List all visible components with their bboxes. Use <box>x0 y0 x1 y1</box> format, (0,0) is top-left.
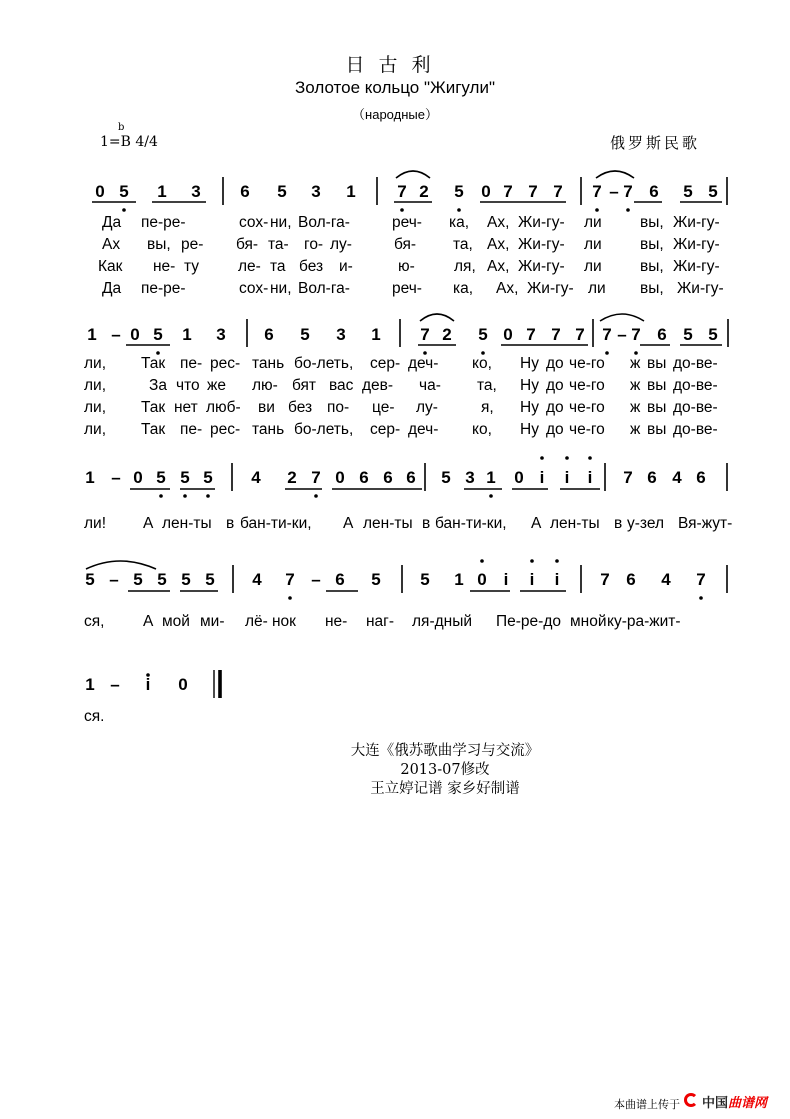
note: 5 <box>683 182 693 201</box>
lyric: бят <box>292 377 317 394</box>
note: 5 <box>119 182 129 201</box>
lyric: Жи-гу- <box>677 280 724 297</box>
lyric: ля-дный <box>412 613 473 630</box>
note: 4 <box>251 468 261 487</box>
site-logo <box>684 1092 784 1110</box>
note: i <box>529 570 535 589</box>
note: – <box>617 325 627 344</box>
lyric: ли <box>584 214 602 231</box>
note: 6 <box>696 468 706 487</box>
note: 3 <box>311 182 321 201</box>
note: 7 <box>397 182 407 201</box>
note: 1 <box>371 325 381 344</box>
note: 5 <box>441 468 451 487</box>
lyric: у-зел <box>627 515 664 532</box>
lyric: ли <box>588 280 606 297</box>
lyric: че-го <box>569 421 605 438</box>
note: 5 <box>371 570 381 589</box>
note: – <box>111 468 121 487</box>
note: 5 <box>181 570 191 589</box>
lyric: реч- <box>392 280 422 297</box>
lyric: че-го <box>569 399 605 416</box>
credits <box>0 742 790 799</box>
lyric: Жи-гу- <box>673 258 720 275</box>
note: 7 <box>600 570 610 589</box>
lyric: без <box>299 258 324 275</box>
lyric: реч- <box>392 214 422 231</box>
song-title-chinese: 日古利 <box>345 54 445 76</box>
lyric: ся, <box>84 613 105 630</box>
lyric: вы, <box>640 214 664 231</box>
site-logo-icon <box>684 1093 698 1107</box>
note: 0 <box>481 182 491 201</box>
lyric: лен-ты <box>162 515 212 532</box>
lyric: ли, <box>84 355 107 372</box>
note: 5 <box>153 325 163 344</box>
note: 7 <box>551 325 561 344</box>
note: i <box>503 570 509 589</box>
lyric: Жи-гу- <box>673 214 720 231</box>
lyric: сох- <box>239 214 269 231</box>
note: 1 <box>454 570 464 589</box>
note: 7 <box>623 182 633 201</box>
note: 5 <box>478 325 488 344</box>
lyric: Ах, <box>487 236 510 253</box>
lyric: дев- <box>362 377 394 394</box>
lyric: до <box>546 421 564 438</box>
note: 6 <box>649 182 659 201</box>
note: 6 <box>359 468 369 487</box>
lyric: что <box>176 377 200 394</box>
lyric: вы <box>647 399 667 416</box>
note: i <box>587 468 593 487</box>
lyric: та <box>270 258 286 275</box>
lyric: лю- <box>252 377 278 394</box>
lyric: ли <box>584 258 602 275</box>
note: 5 <box>300 325 310 344</box>
song-origin: 俄罗斯民歌 <box>610 134 701 152</box>
lyric: ка, <box>453 280 474 297</box>
lyric: лу- <box>330 236 352 253</box>
lyric: ж <box>630 377 641 394</box>
lyric: ку-ра-жит- <box>607 613 681 630</box>
note: 3 <box>216 325 226 344</box>
note: 7 <box>311 468 321 487</box>
lyric: до-ве- <box>673 421 718 438</box>
lyric: ли, <box>84 421 107 438</box>
lyric: Ну <box>520 421 539 438</box>
note: 1 <box>85 675 95 694</box>
lyric: Жи-гу- <box>518 258 565 275</box>
note: 6 <box>406 468 416 487</box>
lyric: ви <box>258 399 275 416</box>
lyric: лен-ты <box>363 515 413 532</box>
note: 5 <box>205 570 215 589</box>
lyric: Ну <box>520 399 539 416</box>
lyric: ли, <box>84 377 107 394</box>
lyric: ж <box>630 399 641 416</box>
lyric: ми- <box>200 613 225 630</box>
note: 7 <box>696 570 706 589</box>
lyric: мой <box>162 613 190 630</box>
key-signature: 1=B 4/4 <box>100 134 158 150</box>
lyric: Пе-ре-до <box>496 613 561 630</box>
note: 7 <box>528 182 538 201</box>
lyric: бан-ти-ки, <box>240 515 312 532</box>
note: – <box>111 325 121 344</box>
note: 4 <box>252 570 262 589</box>
note: 7 <box>575 325 585 344</box>
lyric: бя- <box>394 236 417 253</box>
lyric: бан-ти-ки, <box>435 515 507 532</box>
note: 7 <box>631 325 641 344</box>
lyric: го- <box>304 236 324 253</box>
lyric: ре- <box>181 236 204 253</box>
note: 7 <box>420 325 430 344</box>
credits-date: 2013-07修改 <box>400 762 490 778</box>
note: 4 <box>672 468 682 487</box>
lyric: в <box>422 515 431 532</box>
lyric: сох- <box>239 280 269 297</box>
note: 6 <box>335 570 345 589</box>
lyric: вы, <box>640 236 664 253</box>
note: 6 <box>264 325 274 344</box>
lyric: ко, <box>472 421 492 438</box>
lyric: до-ве- <box>673 399 718 416</box>
note: 0 <box>514 468 524 487</box>
lyric: Ах <box>102 236 121 253</box>
lyric: без <box>288 399 313 416</box>
lyric: же <box>207 377 226 394</box>
lyric: че-го <box>569 355 605 372</box>
lyric: За <box>149 377 167 394</box>
lyric: А <box>531 515 542 532</box>
lyric: вы <box>647 377 667 394</box>
note: 1 <box>85 468 95 487</box>
lyric: ля, <box>454 258 476 275</box>
note: 5 <box>180 468 190 487</box>
song-subtitle: （народные） <box>352 107 438 122</box>
note: 7 <box>602 325 612 344</box>
note: 0 <box>477 570 487 589</box>
upload-note: 本曲谱上传于 <box>614 1099 680 1111</box>
lyric: деч- <box>408 421 439 438</box>
note: i <box>554 570 560 589</box>
note: 5 <box>133 570 143 589</box>
lyric: та, <box>453 236 473 253</box>
lyric: ли, <box>84 399 107 416</box>
site-name-part-b: 曲谱网 <box>728 1095 768 1110</box>
note: – <box>110 675 120 694</box>
lyric: до <box>546 399 564 416</box>
note: 3 <box>191 182 201 201</box>
note: 5 <box>203 468 213 487</box>
note: 4 <box>661 570 671 589</box>
lyric: Жи-гу- <box>518 214 565 231</box>
lyric: Жи-гу- <box>518 236 565 253</box>
lyric: лен-ты <box>550 515 600 532</box>
lyric: А <box>143 613 154 630</box>
lyric: до <box>546 355 564 372</box>
lyric: пе- <box>180 355 203 372</box>
note: 6 <box>240 182 250 201</box>
lyric: Да <box>102 280 122 297</box>
note: 6 <box>383 468 393 487</box>
lyric: А <box>343 515 354 532</box>
lyric: Так <box>141 355 166 372</box>
note: 5 <box>683 325 693 344</box>
lyric: рес- <box>210 421 241 438</box>
note: 6 <box>647 468 657 487</box>
note: – <box>609 182 619 201</box>
lyric: сер- <box>370 355 401 372</box>
lyric: Ах, <box>496 280 519 297</box>
lyric: та- <box>268 236 289 253</box>
lyric: пе-ре- <box>141 280 186 297</box>
note: 0 <box>178 675 188 694</box>
site-name-part-a: 中国 <box>702 1095 729 1110</box>
lyric: вас <box>329 377 354 394</box>
lyric: Так <box>141 421 166 438</box>
note: 7 <box>285 570 295 589</box>
lyric: ли <box>584 236 602 253</box>
note: 1 <box>157 182 167 201</box>
lyric: люб- <box>206 399 241 416</box>
lyric: та, <box>477 377 497 394</box>
lyric: ли! <box>84 515 107 532</box>
note: i <box>564 468 570 487</box>
lyric: не- <box>325 613 348 630</box>
lyric: сер- <box>370 421 401 438</box>
note: 5 <box>157 570 167 589</box>
lyric: Ах, <box>487 258 510 275</box>
lyric: ко, <box>472 355 492 372</box>
lyric: не- <box>153 258 176 275</box>
lyric: ж <box>630 421 641 438</box>
note: 5 <box>708 325 718 344</box>
lyric: Вол-га- <box>298 214 350 231</box>
lyric: ле- <box>238 258 261 275</box>
lyric: и- <box>339 258 353 275</box>
note: 7 <box>503 182 513 201</box>
lyric: Вя-жут- <box>678 515 733 532</box>
lyric: бо-леть, <box>294 355 354 372</box>
lyric: Как <box>98 258 123 275</box>
note: 1 <box>87 325 97 344</box>
lyric: до-ве- <box>673 355 718 372</box>
note: 5 <box>420 570 430 589</box>
lyric: Ну <box>520 355 539 372</box>
lyric: лё- <box>245 613 268 630</box>
lyric: Жи-гу- <box>527 280 574 297</box>
note: 7 <box>592 182 602 201</box>
note: 2 <box>442 325 452 344</box>
note: 1 <box>182 325 192 344</box>
lyric: рес- <box>210 355 241 372</box>
note: 1 <box>486 468 496 487</box>
lyric: ни, <box>270 214 292 231</box>
site-logo-text <box>702 1092 767 1111</box>
lyric: нок <box>272 613 296 630</box>
lyric: деч- <box>408 355 439 372</box>
lyric: лу- <box>416 399 438 416</box>
lyric: Да <box>102 214 122 231</box>
note: 7 <box>553 182 563 201</box>
lyric: ни, <box>270 280 292 297</box>
lyric: пе-ре- <box>141 214 186 231</box>
song-title-russian: Золотое кольцо "Жигули" <box>295 78 495 97</box>
lyric: вы <box>647 355 667 372</box>
note: 2 <box>287 468 297 487</box>
lyric: ту <box>184 258 200 275</box>
note: 6 <box>626 570 636 589</box>
lyric: бя- <box>236 236 259 253</box>
lyric: тань <box>252 355 285 372</box>
lyric: ча- <box>419 377 441 394</box>
lyric: бо-леть, <box>294 421 354 438</box>
lyric: в <box>226 515 235 532</box>
lyric: ж <box>630 355 641 372</box>
credits-source: 大连《俄苏歌曲学习与交流》 <box>350 743 540 759</box>
lyric: Ну <box>520 377 539 394</box>
lyric: Ах, <box>487 214 510 231</box>
lyric: Жи-гу- <box>673 236 720 253</box>
note: i <box>145 675 151 694</box>
lyric: вы, <box>640 258 664 275</box>
note: 7 <box>526 325 536 344</box>
flat-sign: b <box>118 122 125 133</box>
note: 5 <box>85 570 95 589</box>
note: 6 <box>657 325 667 344</box>
lyric: по- <box>327 399 350 416</box>
note: 0 <box>130 325 140 344</box>
lyric: А <box>143 515 154 532</box>
lyric: ка, <box>449 214 470 231</box>
lyric: че-го <box>569 377 605 394</box>
lyric: в <box>614 515 623 532</box>
note: 3 <box>336 325 346 344</box>
note: 5 <box>708 182 718 201</box>
note: – <box>109 570 119 589</box>
note: i <box>539 468 545 487</box>
note: 0 <box>503 325 513 344</box>
lyric: нет <box>174 399 198 416</box>
lyric: до-ве- <box>673 377 718 394</box>
note: 0 <box>95 182 105 201</box>
lyric: Так <box>141 399 166 416</box>
note: 5 <box>277 182 287 201</box>
lyric: вы, <box>147 236 171 253</box>
note: 1 <box>346 182 356 201</box>
note: – <box>311 570 321 589</box>
lyric: вы <box>647 421 667 438</box>
note: 7 <box>623 468 633 487</box>
note: 0 <box>335 468 345 487</box>
note: 2 <box>419 182 429 201</box>
lyric: вы, <box>640 280 664 297</box>
lyric: пе- <box>180 421 203 438</box>
lyric: ю- <box>398 258 415 275</box>
lyric: ся. <box>84 708 105 725</box>
lyric: Вол-га- <box>298 280 350 297</box>
lyric: наг- <box>366 613 394 630</box>
lyric: мной <box>570 613 607 630</box>
note: 5 <box>454 182 464 201</box>
note: 3 <box>465 468 475 487</box>
credits-authors: 王立婷记谱 家乡好制谱 <box>370 781 520 797</box>
lyric: це- <box>372 399 395 416</box>
lyric: тань <box>252 421 285 438</box>
note: 5 <box>156 468 166 487</box>
lyric: до <box>546 377 564 394</box>
note: 0 <box>133 468 143 487</box>
lyric: я, <box>481 399 494 416</box>
